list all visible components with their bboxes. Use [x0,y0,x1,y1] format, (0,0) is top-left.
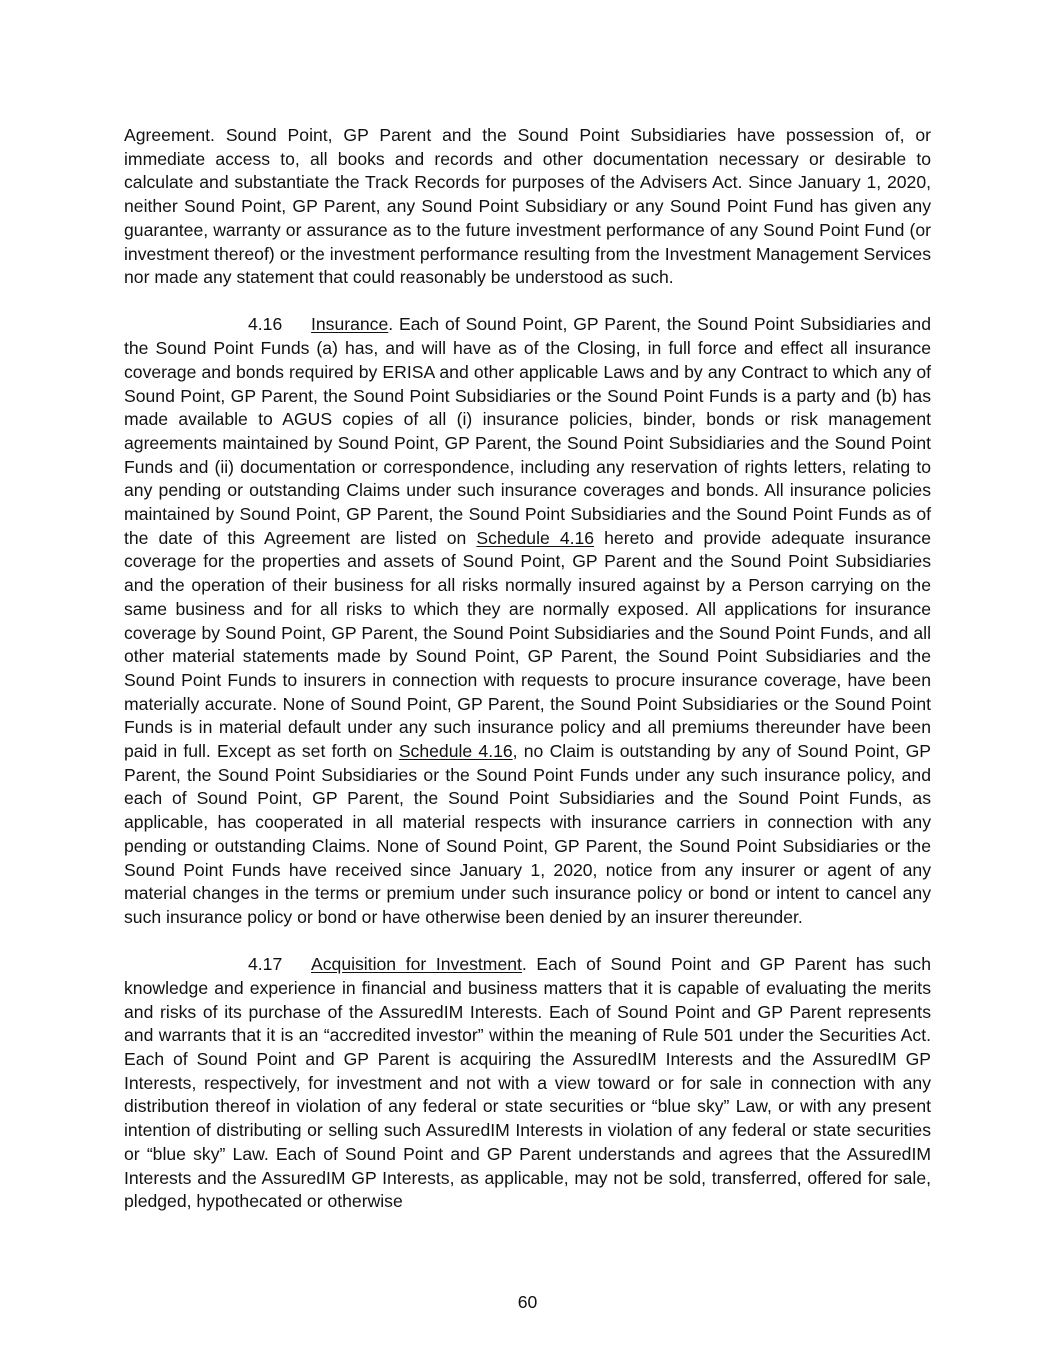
section-number: 4.17 [248,954,283,975]
section-4-17 [124,953,931,1214]
section-text: hereto and provide adequate insurance coverage for the properties and assets of Sound Point, GP Parent and the Sound Point Subsidiaries and the operation of their business for all risks normally insured against by a Person carrying on the same business and for all risks to which they are normally exposed. All applications for insurance coverage by Sound Point, GP Parent, the Sound Point Subsidiaries and the Sound Point Funds, and all other material statements made by Sound Point, GP Parent, the Sound Point Subsidiaries and the Sound Point Funds to insurers in connection with requests to procure insurance coverage, have been materially accurate. None of Sound Point, GP Parent, the Sound Point Subsidiaries or the Sound Point Funds is in material default under any such insurance policy and all premiums thereunder have been paid in full. Except as set forth on [124,527,931,762]
section-number: 4.16 [248,314,283,335]
section-heading: Insurance [311,314,389,335]
section-text: . Each of Sound Point, GP Parent, the Sound Point Subsidiaries and the Sound Point Funds (a) has, and will have as of the Closing, in full force and effect all insurance coverage and bonds required by ERISA and other applicable Laws and by any Contract to which any of Sound Point, GP Parent, the Sound Point Subsidiaries or the Sound Point Funds is a party and (b) has made available to AGUS copies of all (i) insurance policies, binder, bonds or risk management agreements maintained by Sound Point, GP Parent, the Sound Point Subsidiaries and the Sound Point Funds and (ii) documentation or correspondence, including any reservation of rights letters, relating to any pending or outstanding Claims under such insurance coverages and bonds. All insurance policies maintained by Sound Point, GP Parent, the Sound Point Subsidiaries and the Sound Point Funds as of the date of this Agreement are listed on [124,314,931,548]
section-heading: Acquisition for Investment [311,954,522,975]
paragraph-continuation [124,124,931,290]
paragraph-text: Agreement. Sound Point, GP Parent and the Sound Point Subsidiaries have possession of, or immediate access to, all books and records and other documentation necessary or desirable to calculate and substantiate the Track Records for purposes of the Advisers Act. Since January 1, 2020, neither Sound Point, GP Parent, any Sound Point Subsidiary or any Sound Point Fund has given any guarantee, warranty or assurance as to the future investment performance of any Sound Point Fund (or investment thereof) or the investment performance resulting from the Investment Management Services nor made any statement that could reasonably be understood as such. [124,125,931,288]
section-text: . Each of Sound Point and GP Parent has such knowledge and experience in financial and business matters that it is capable of evaluating the merits and risks of its purchase of the AssuredIM Interests. Each of Sound Point and GP Parent represents and warrants that it is an “accredited investor” within the meaning of Rule 501 under the Securities Act. Each of Sound Point and GP Parent is acquiring the AssuredIM Interests and the AssuredIM GP Interests, respectively, for investment and not with a view toward or for sale in connection with any distribution thereof in violation of any federal or state securities or “blue sky” Law, or with any present intention of distributing or selling such AssuredIM Interests in violation of any federal or state securities or “blue sky” Law. Each of Sound Point and GP Parent understands and agrees that the AssuredIM Interests and the AssuredIM GP Interests, as applicable, may not be sold, transferred, offered for sale, pledged, hypothecated or otherwise [124,954,931,1212]
section-text: , no Claim is outstanding by any of Sound Point, GP Parent, the Sound Point Subsidiaries or the Sound Point Funds under any such insurance policy, and each of Sound Point, GP Parent, the Sound Point Subsidiaries and the Sound Point Funds, as applicable, has cooperated in all material respects with insurance carriers in connection with any pending or outstanding Claims. None of Sound Point, GP Parent, the Sound Point Subsidiaries or the Sound Point Funds have received since January 1, 2020, notice from any insurer or agent of any material changes in the terms or premium under such insurance policy or bond or intent to cancel any such insurance policy or bond or have otherwise been denied by an insurer thereunder. [124,741,931,927]
document-body [124,124,931,1214]
schedule-reference: Schedule 4.16 [476,527,595,548]
schedule-reference: Schedule 4.16 [398,741,513,762]
section-4-16 [124,313,931,929]
page-number: 60 [517,1292,538,1312]
